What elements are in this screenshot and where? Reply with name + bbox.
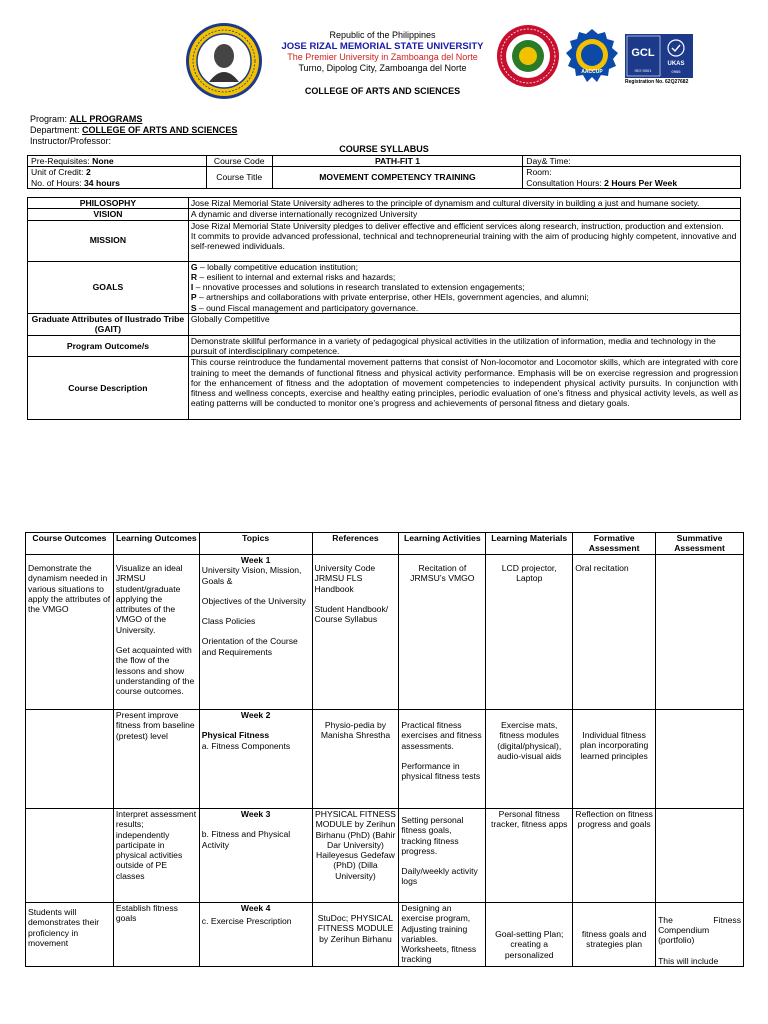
- goal-letter: S: [190, 302, 197, 313]
- program-label: Program:: [30, 114, 68, 124]
- learning-outcome-text: Get acquainted with the flow of the lessons and show understanding of the course outcomes.: [115, 645, 195, 697]
- mission-text-2: It commits to provide advanced professional, technical and technopreneurial training with the aim of producing highly competent, innovative and self-renewed individuals.: [190, 230, 737, 252]
- summative-assessment-cell: [656, 555, 744, 710]
- learning-outcome-cell: Establish fitness goals: [113, 903, 199, 967]
- learning-activity-text: Practical fitness exercises and fitness assessments.: [401, 720, 482, 751]
- header-learning-materials: Learning Materials: [486, 533, 573, 555]
- header-topics: Topics: [199, 533, 312, 555]
- goal-item: [191, 262, 738, 272]
- course-code-label: Course Code: [206, 156, 272, 167]
- learning-materials-cell: Goal-setting Plan; creating a personalized: [486, 903, 573, 967]
- consult-label: Consultation Hours:: [526, 177, 602, 188]
- topics-cell: [199, 809, 312, 903]
- goal-letter: R: [190, 271, 198, 282]
- topic-title: Physical Fitness: [201, 730, 270, 741]
- learning-activity-text: Daily/weekly activity logs: [401, 866, 478, 887]
- course-title-label: Course Title: [206, 167, 272, 189]
- reference-text: University Code JRMSU FLS Handbook: [314, 563, 376, 594]
- mission-cell: [188, 220, 740, 261]
- goal-text: – lobally competitive education institution;: [197, 261, 359, 272]
- course-outcome-cell: Demonstrate the dynamism needed in various situations to apply the attributes of the VMGO: [26, 555, 114, 710]
- course-info-table: [27, 155, 741, 189]
- formative-assessment-cell: fitness goals and strategies plan: [573, 903, 656, 967]
- program-outcomes-label: Program Outcome/s: [28, 335, 189, 357]
- consult-value: 2 Hours Per Week: [604, 177, 678, 188]
- country-line: Republic of the Philippines: [329, 30, 436, 40]
- topics-cell: [199, 710, 312, 809]
- department-value: COLLEGE OF ARTS AND SCIENCES: [82, 125, 238, 135]
- learning-activities-cell: [399, 710, 486, 809]
- week-label: Week 4: [240, 903, 271, 913]
- learning-activities-cell: Recitation of JRMSU’s VMGO: [399, 555, 486, 710]
- course-title-value: MOVEMENT COMPETENCY TRAINING: [272, 167, 523, 189]
- svg-text:0965: 0965: [671, 69, 681, 74]
- header-summative-assessment: Summative Assessment: [656, 533, 744, 555]
- header-course-outcomes: Course Outcomes: [26, 533, 114, 555]
- learning-outcome-cell: Interpret assessment results; independently participate in physical activities outside of PE classes: [113, 809, 199, 903]
- cas-seal-logo: [496, 24, 560, 88]
- svg-text:ISO 9001: ISO 9001: [634, 68, 652, 73]
- svg-text:GCL: GCL: [631, 47, 655, 59]
- goals-label: GOALS: [28, 261, 189, 313]
- room-consult-cell: [523, 167, 741, 189]
- header-learning-activities: Learning Activities: [399, 533, 486, 555]
- learning-activities-cell: [399, 809, 486, 903]
- syllabus-title: COURSE SYLLABUS: [339, 144, 429, 154]
- goal-letter: P: [190, 292, 197, 303]
- course-code-value: PATH-FIT 1: [272, 156, 523, 167]
- svg-text:AACCUP: AACCUP: [581, 69, 603, 75]
- topics-cell: [199, 903, 312, 967]
- learning-materials-cell: Personal fitness tracker, fitness apps: [486, 809, 573, 903]
- department-line: [30, 125, 237, 136]
- units-value: 2: [85, 167, 91, 178]
- gait-text: Globally Competitive: [188, 314, 740, 336]
- week-label: Week 3: [240, 809, 271, 819]
- table-row: [26, 555, 744, 710]
- learning-materials-cell: LCD projector, Laptop: [486, 555, 573, 710]
- goal-text: – nnovative processes and solutions in research translated to extension engagements;: [193, 282, 525, 293]
- university-tagline: The Premier University in Zamboanga del Norte: [287, 52, 478, 62]
- vision-label: VISION: [28, 209, 189, 220]
- course-description-label: Course Description: [28, 357, 189, 420]
- program-value: ALL PROGRAMS: [69, 114, 143, 124]
- university-name: JOSE RIZAL MEMORIAL STATE UNIVERSITY: [281, 41, 484, 52]
- aaccup-logo: [562, 28, 622, 84]
- goal-letter: G: [190, 261, 198, 272]
- goal-item: [191, 282, 738, 292]
- formative-assessment-cell: Reflection on fitness progress and goals: [573, 809, 656, 903]
- vmgo-table: [27, 197, 741, 420]
- course-outcome-cell: [26, 809, 114, 903]
- hours-value: 34 hours: [84, 177, 120, 188]
- course-outcome-cell: [26, 710, 114, 809]
- week-label: Week 2: [240, 710, 271, 720]
- svg-text:UKAS: UKAS: [667, 61, 685, 67]
- formative-assessment-cell: Oral recitation: [573, 555, 656, 710]
- gait-label: Graduate Attributes of Ilustrado Tribe (GAIT): [28, 314, 189, 336]
- room-label: Room:: [526, 167, 552, 178]
- week-label: Week 1: [240, 555, 271, 565]
- header-block: [255, 30, 510, 97]
- summative-text: This will include: [658, 955, 719, 966]
- prereq-value: None: [92, 156, 114, 166]
- hours-label: No. of Hours:: [31, 177, 82, 188]
- vision-text: A dynamic and diverse internationally recognized University: [188, 209, 740, 220]
- goal-text: – artnerships and collaborations with private enterprise, other HEIs, government agencies, and alumni;: [196, 292, 589, 303]
- mission-text-1: Jose Rizal Memorial State University pledges to deliver effective and efficient services along research, instruction, production and extension.: [190, 220, 724, 231]
- university-address: Turno, Dipolog City, Zamboanga del Norte: [298, 63, 467, 73]
- day-time-label: Day& Time:: [523, 156, 741, 167]
- header-references: References: [312, 533, 399, 555]
- goal-item: [191, 303, 738, 313]
- references-cell: Physio-pedia by Manisha Shrestha: [312, 710, 399, 809]
- goal-item: [191, 272, 738, 282]
- course-description-text: This course reintroduce the fundamental movement patterns that consist of Non-locomotor and Locomotor skills, which are integrated with core training to meet the demands of functional fitness and physical activity performance. Emphasis will be on exercise regression and progression for the enhancement of fitness and the adoptation of movement competencies to independent physical activity pursuits. In conjunction with fitness and wellness concepts, exercise and healthy eating principles, periodic evaluation of one’s fitness and physical activity levels, as well as eating patterns will be conducted to monitor one’s progress and achievements of personal fitness and dietary goals.: [188, 357, 740, 420]
- topic-text: c. Exercise Prescription: [201, 916, 292, 927]
- learning-activities-cell: Designing an exercise program, Adjusting training variables. Worksheets, fitness tracking: [399, 903, 486, 967]
- department-label: Department:: [30, 125, 80, 135]
- mission-label: MISSION: [28, 220, 189, 261]
- header-formative-assessment: Formative Assessment: [573, 533, 656, 555]
- program-outcomes-text: Demonstrate skillful performance in a variety of pedagogical physical activities in the utilization of information, media and technology in the pursuit of interdisciplinary competence.: [188, 335, 740, 357]
- table-row: [26, 710, 744, 809]
- gcl-ukas-certification-logo: [625, 34, 693, 78]
- registration-number: Registration No. 62Q27682: [625, 79, 689, 85]
- references-cell: [312, 555, 399, 710]
- references-cell: StuDoc; PHYSICAL FITNESS MODULE by Zerihun Birhanu: [312, 903, 399, 967]
- prereq-label: Pre-Requisites:: [31, 156, 90, 166]
- references-cell: PHYSICAL FITNESS MODULE by Zerihun Birhanu (PhD) (Bahir Dar University) Haileyesus Gedefaw (PhD) (Dilla University): [312, 809, 399, 903]
- learning-outcome-text: Visualize an ideal JRMSU student/graduate applying the attributes of the VMGO of the University.: [115, 563, 183, 635]
- course-matrix-table: [25, 532, 744, 967]
- philosophy-text: Jose Rizal Memorial State University adheres to the principle of dynamism and cultural diversity in building a just and humane society.: [188, 198, 740, 209]
- topics-cell: [199, 555, 312, 710]
- reference-text: Student Handbook/ Course Syllabus: [314, 603, 389, 625]
- philosophy-label: PHILOSOPHY: [28, 198, 189, 209]
- goal-text: – esilient to internal and external risks and hazards;: [197, 271, 396, 282]
- jrmsu-seal-logo: [185, 22, 263, 100]
- topic-text: Objectives of the University: [201, 595, 306, 606]
- topic-text: University Vision, Mission, Goals &: [201, 565, 302, 586]
- instructor-label: Instructor/Professor:: [30, 136, 112, 146]
- table-row: [26, 809, 744, 903]
- topic-text: Orientation of the Course and Requirements: [201, 636, 298, 657]
- course-outcome-cell: [26, 903, 114, 967]
- learning-activity-text: Setting personal fitness goals, tracking fitness progress.: [401, 815, 464, 856]
- summative-text: The Fitness Compendium (portfolio): [658, 914, 741, 946]
- units-hours-cell: [28, 167, 207, 189]
- goal-text: – ound Fiscal management and participatory governance.: [196, 302, 419, 313]
- topic-text: Class Policies: [201, 616, 256, 627]
- course-outcome-text: Students will demonstrates their proficiency in movement: [28, 907, 100, 948]
- summative-assessment-cell: [656, 710, 744, 809]
- learning-activity-text: Performance in physical fitness tests: [401, 760, 481, 782]
- units-label: Unit of Credit:: [31, 167, 84, 178]
- summative-assessment-cell: [656, 809, 744, 903]
- goals-cell: [188, 261, 740, 313]
- header-learning-outcomes: Learning Outcomes: [113, 533, 199, 555]
- formative-assessment-cell: Individual fitness plan incorporating learned principles: [573, 710, 656, 809]
- table-row: [26, 903, 744, 967]
- goal-item: [191, 292, 738, 302]
- topic-text: a. Fitness Components: [201, 740, 291, 751]
- learning-materials-cell: Exercise mats, fitness modules (digital/physical), audio-visual aids: [486, 710, 573, 809]
- summative-assessment-cell: [656, 903, 744, 967]
- prereq-cell: [28, 156, 207, 167]
- topic-text: b. Fitness and Physical Activity: [201, 829, 291, 850]
- college-name: COLLEGE OF ARTS AND SCIENCES: [304, 86, 461, 96]
- program-line: [30, 114, 142, 125]
- goal-letter: I: [190, 282, 194, 293]
- learning-outcome-cell: Present improve fitness from baseline (pretest) level: [113, 710, 199, 809]
- learning-outcome-cell: [113, 555, 199, 710]
